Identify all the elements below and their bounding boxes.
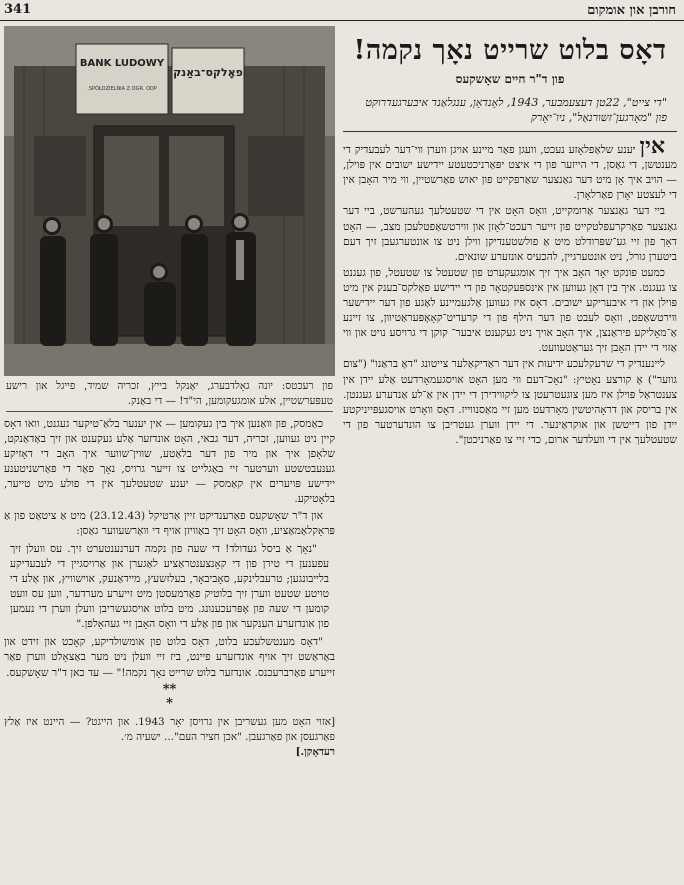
- article-paragraph: ליינענדיק די שרעקלעכע ידיעות אין דער ראַדיקאַלער צייטונג "דאָ בראַנו" ("צום גווער") אָ קורצע נאָטיץ: "נאָכ־דעם ווי מען האָט אויסגעמאָרדעט אַלע יידן אין צענטראַל פּוילן איז מען צוגעטרעטן צו ליקווידירן די יידן אין אַ־לע אַנדערע געגנטן. אין בריסק און דראָהיטשין מאָרדעט מען זיי מאַסנווייז. דאָס וואָרט אויסגעפּייניקטע יידן פון דייטשן און אוקראַינער. די יידן ווערן געטריבן צו הונדערטער פון די שטעטלעך אין די וועלדער ארום, כדי זיי צו פאַרניכטן".: [343, 358, 677, 446]
- bank-photo: [4, 26, 335, 376]
- proclamation-quote: "נאָך אַ ביסל געדולד! די שעה פון נקמה דערנענטערט זיך. עס וועלן זיך עפענען די טירן פון די קאָנצענטראַציע לאַגערן און אַרויסגיין די לעבעדיקע בלייבונגען; טרעבלינקע, סאָביבאָר, בעלזשעץ, מיידאַנעק, אוישוויץ, און אַלע די טויטע שטעט ווערן זיך בלוטיק פאַרמעסטן מיט זייערע מערדער, ווען עס וועט קומען די שעה פון אָפּרעכענונג. מיט בלוט אויסגעשריבן וועלן ווערן די נעמען פון אונדזערע הענקער און פון אַלע די וואָס האָבן זיי געהאָלפן.": [10, 542, 329, 631]
- article-paragraph: אין יענע שלאַפלאָזע נעכט, וועגן פאַר מיינע אויגן ווערן ווי־דער לעבעדיק די מענטשן, די גאַסן, די הייזער פון די איצט יפּאַרניכטעטע יידישע ישובים אין פּוילן, — הויב איך אָן מיט דער גאַנצער שאַרפקייט פון יאוש פאַרשטיין, ווי מיר האָבן אין די לעצטע יאָרן פאַרלאָרן.: [343, 133, 677, 202]
- article-paragraph: כמעט פונקט יאָר האָב איך זיך אומגעקערט פון שטעטל צו שטעטל, פון געגנט צו געגנט. איך בין דאָן געווען אין אינספּעקטאָר פון די יידישע פאַלקס־בענק אין מיט פּוילן און די איבעריקע ישובים. דאָס איז געווען אַלגעמיינע לאַגע פון דער יידישער ווירטשאַפט, וואָס לעבט פון דער הילף פון די קרעדיט־קאָאָפּעראַטיוון, צו זיינע אַ־מאָליקע פיראַנצן, איך האָב אויך ניט געקענט איבער־ קוקן די גרויסע נויט און ווי אַזוי די יידן האָבן זיך געראַטעוועט.: [343, 266, 677, 355]
- article-byline: פון ד"ר חיים שאָשקעס: [455, 72, 565, 86]
- article-title: דאָס בלוט שרייט נאָך נקמה!: [353, 35, 667, 66]
- running-head: [0, 0, 684, 21]
- editorial-note: [אזוי האָט מען געשריבן אין גרויסן יאָר 1943. און הייגט? — היינט איז אַלץ פאַרגעסן און פאַרגעבן. "אכן חציר העם"... ישעיה מ׳. רעדאָקן.]: [4, 715, 335, 758]
- photo-illustration: [4, 26, 335, 376]
- left-paragraph: און ד"ר שאָשקעס פאַרענדיקט זיין אַרטיקל (23.12.43) מיט אַ ציטאַט פון אַ פּראָקלאַמאַציע, וואָס האָט זיך באַוויזן אויף די וואַרשעווער גאַסן:: [4, 509, 335, 537]
- book-title: חורבן און אומקום: [587, 3, 676, 18]
- left-paragraph: כאַמסק, פון וואַנען איך בין געקומען — אין יענער בלאַ־טיקער געגנט, וואו דאָס קיין ניט געווען, זכריה, דער גבאי, האָט אונדזער אַלע געקענט און זיך באַדאַנקט, שלאָפן איך און מיר פון דער בלאַטע, שווין־שווער איך האָב די דאָזיקע גענעבטשטע ווערטער זיי באַגלייט צו זייער גרויס, נאָך פאַר די פאַרשניטענע יידישע פּויערים אין קאַמסק — יענע שטעטלעך אין די פולע מיט טייער, בלאָטיקע.: [4, 418, 335, 506]
- article-paragraph: ביי דער גאַנצער אַרומקייט, וואָס האָט אין די שטעטלעך געהערשט, ביי דער גאַנצער פאַרקרעפּלטקייט פון זייער רעכט־לאָזן און ווירטשאַפטלעכן מצב, — האָט דאָך פון זיי גע־שפּרודלט מיט אַ פולשטענדיקן ווילן ניט צו אונטערגעבן זיך דעם ביטערן גורל, ניט אונטערגיין, להכעיס אונזערע שונאים.: [343, 205, 677, 263]
- photo-caption: פון רעכטס: יונה גאָלדבערג, יאַנקל בייץ, זכריה שמיד, פייגל און רישע טעפּערשטיין, אלע אומגעקומען, הי"ד! — די באַנק.: [6, 379, 333, 412]
- sign-subtitle: SPÓŁDZIELNIA Z OGR. ODP.: [87, 86, 157, 92]
- article-column: [343, 26, 677, 881]
- left-paragraph: "דאָס מענטשלעכע בלוט, דאָס בלוט פון אומשולדיקע, קאָכט און זידט און באַראַשט זיך אויף אונדזערע פיינט, ביז זיי וועלן ניט מער באַצאָלט ווערן פאַר זייערע פאַרברעכנס. אונדזער בלוט שרייט נאָך נקמה!" — עד כאן ד"ר שאָשקעס.: [4, 636, 335, 679]
- article-source: "די צייט", 22טן דעצעמבער, 1943, לאָנדאָן, ענגלאַנד איבערגעדרוקט פון "מאָרגען־זשורנאַל", ניו־יאָרק: [343, 95, 677, 132]
- sign-folks-bank: פאָלקס־באַנק: [173, 66, 243, 79]
- drop-cap: אין: [639, 133, 665, 160]
- section-separator: ** *: [162, 681, 177, 711]
- page-number: 341: [4, 2, 32, 17]
- left-column: [4, 26, 335, 881]
- sign-bank-ludowy: BANK LUDOWY: [79, 58, 165, 69]
- editorial-signature: רעדאָקן.]: [295, 745, 335, 758]
